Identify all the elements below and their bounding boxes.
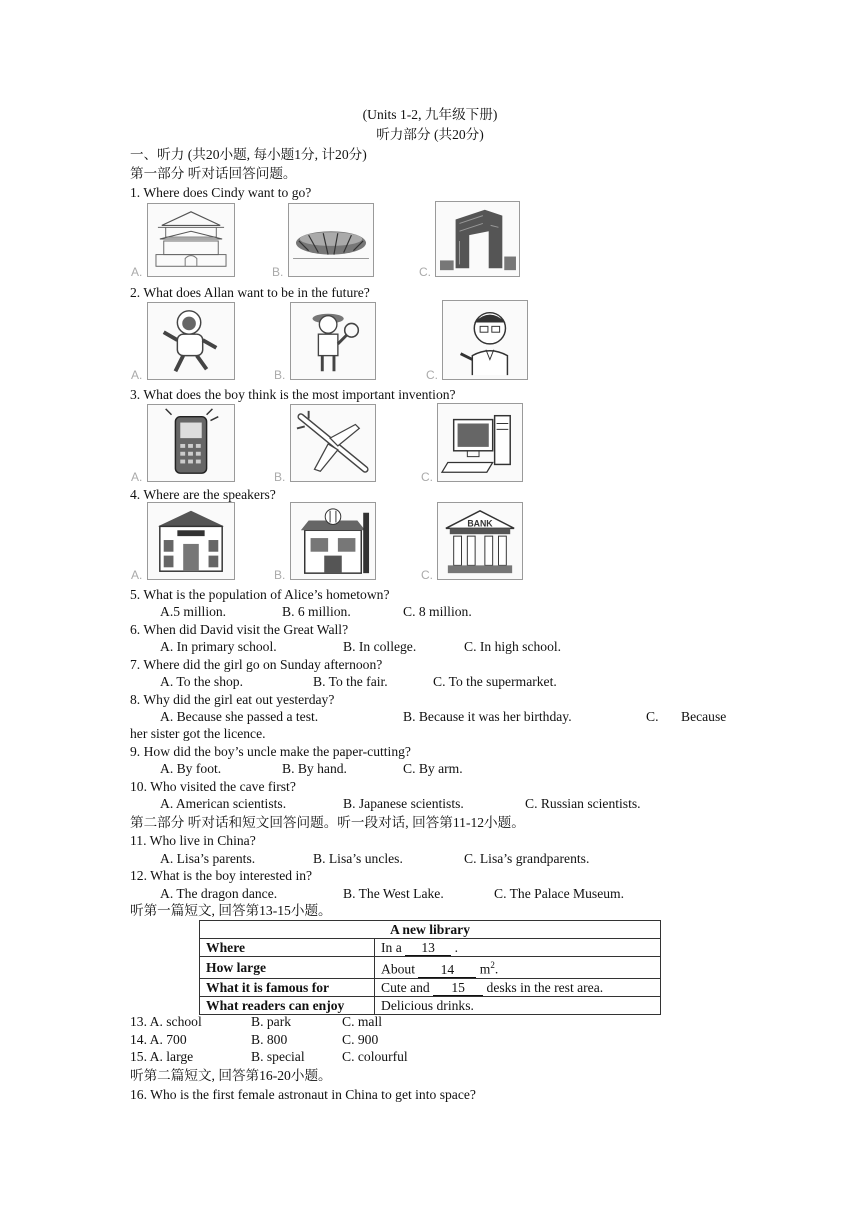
birds-nest-stadium-icon: [289, 204, 373, 276]
blank-15[interactable]: 15: [433, 981, 483, 996]
option-14b[interactable]: B. 800: [251, 1032, 288, 1047]
option-10b[interactable]: B. Japanese scientists.: [343, 796, 464, 811]
label-1c: C.: [419, 265, 431, 279]
label-1b: B.: [272, 265, 284, 279]
library-icon: [148, 503, 234, 579]
label-2b: B.: [274, 368, 286, 382]
part2-heading: 第二部分 听对话和短文回答问题。听一段对话, 回答第11-12小题。: [130, 815, 525, 830]
library-info-table: [199, 920, 661, 1015]
question-9: 9. How did the boy’s uncle make the paper-cutting?: [130, 744, 411, 759]
label-4a: A.: [131, 568, 143, 582]
row-label-famous-for: What it is famous for: [200, 978, 375, 996]
bank-icon: [438, 503, 522, 579]
question-4: 4. Where are the speakers?: [130, 487, 276, 502]
option-3c-image[interactable]: [437, 403, 523, 482]
option-7b[interactable]: B. To the fair.: [313, 674, 388, 689]
option-8c-letter[interactable]: C.: [646, 709, 659, 724]
row-label-readers-enjoy: What readers can enjoy: [200, 996, 375, 1014]
option-15c[interactable]: C. colourful: [342, 1049, 408, 1064]
row-label-where: Where: [200, 939, 375, 957]
table-row: [200, 939, 661, 957]
blank-14[interactable]: 14: [418, 963, 476, 978]
cctv-tower-icon: [436, 202, 519, 276]
option-1c-image[interactable]: [435, 201, 520, 277]
option-2b-image[interactable]: [290, 302, 376, 380]
option-7a[interactable]: A. To the shop.: [160, 674, 244, 689]
option-13a[interactable]: 13. A. school: [130, 1014, 202, 1029]
label-2c: C.: [426, 368, 438, 382]
bank-sign: BANK: [467, 518, 493, 529]
option-13b[interactable]: B. park: [251, 1014, 292, 1029]
label-4b: B.: [274, 568, 286, 582]
label-1a: A.: [131, 265, 143, 279]
option-5c[interactable]: C. 8 million.: [403, 604, 472, 619]
option-7c[interactable]: C. To the supermarket.: [433, 674, 557, 689]
computer-icon: [438, 404, 522, 481]
option-14c[interactable]: C. 900: [342, 1032, 379, 1047]
question-7: 7. Where did the girl go on Sunday afternoon?: [130, 657, 383, 672]
row-value-readers-enjoy: Delicious drinks.: [375, 996, 661, 1014]
option-15b[interactable]: B. special: [251, 1049, 305, 1064]
section-title: 听力部分 (共20分): [376, 127, 484, 142]
unit-subtitle: (Units 1-2, 九年级下册): [362, 107, 498, 122]
option-2c-image[interactable]: [442, 300, 528, 380]
row-value-famous-for: Cute and 15 desks in the rest area.: [375, 978, 661, 996]
listening-heading: 一、听力 (共20小题, 每小题1分, 计20分): [130, 147, 367, 162]
blank-13[interactable]: 13: [405, 941, 451, 956]
palace-gate-icon: [148, 204, 234, 276]
option-4a-image[interactable]: [147, 502, 235, 580]
restaurant-icon: [291, 503, 375, 579]
option-3b-image[interactable]: [290, 404, 376, 482]
option-11a[interactable]: A. Lisa’s parents.: [160, 851, 256, 866]
option-3a-image[interactable]: [147, 404, 235, 482]
table-row: [200, 957, 661, 979]
label-3c: C.: [421, 470, 433, 484]
option-13c[interactable]: C. mall: [342, 1014, 383, 1029]
option-10a[interactable]: A. American scientists.: [160, 796, 287, 811]
explorer-icon: [291, 303, 375, 379]
option-14a[interactable]: 14. A. 700: [130, 1032, 187, 1047]
label-3b: B.: [274, 470, 286, 484]
option-1a-image[interactable]: [147, 203, 235, 277]
question-11: 11. Who live in China?: [130, 833, 256, 848]
option-12a[interactable]: A. The dragon dance.: [160, 886, 278, 901]
label-4c: C.: [421, 568, 433, 582]
option-2a-image[interactable]: [147, 302, 235, 380]
row-value-where: In a 13 .: [375, 939, 661, 957]
option-4c-image[interactable]: [437, 502, 523, 580]
option-8b[interactable]: B. Because it was her birthday.: [403, 709, 572, 724]
airplane-icon: [291, 405, 375, 481]
question-1: 1. Where does Cindy want to go?: [130, 185, 312, 200]
option-11b[interactable]: B. Lisa’s uncles.: [313, 851, 403, 866]
table-title: A new library: [200, 921, 661, 939]
option-6b[interactable]: B. In college.: [343, 639, 417, 654]
question-5: 5. What is the population of Alice’s hometown?: [130, 587, 390, 602]
option-10c[interactable]: C. Russian scientists.: [525, 796, 641, 811]
option-9a[interactable]: A. By foot.: [160, 761, 222, 776]
mobile-phone-icon: [148, 405, 234, 481]
question-6: 6. When did David visit the Great Wall?: [130, 622, 349, 637]
option-8c-text[interactable]: Because: [681, 709, 727, 724]
question-2: 2. What does Allan want to be in the future?: [130, 285, 370, 300]
option-5a[interactable]: A.5 million.: [160, 604, 227, 619]
question-12: 12. What is the boy interested in?: [130, 868, 313, 883]
row-value-how-large: About 14 $m^2$.: [375, 957, 661, 979]
option-8a[interactable]: A. Because she passed a test.: [160, 709, 319, 724]
passage2-intro: 听第二篇短文, 回答第16-20小题。: [130, 1068, 332, 1083]
astronaut-icon: [148, 303, 234, 379]
passage1-intro: 听第一篇短文, 回答第13-15小题。: [130, 903, 332, 918]
option-8c-wrap: her sister got the licence.: [130, 726, 266, 741]
question-8: 8. Why did the girl eat out yesterday?: [130, 692, 335, 707]
option-4b-image[interactable]: [290, 502, 376, 580]
question-10: 10. Who visited the cave first?: [130, 779, 296, 794]
table-row: [200, 996, 661, 1014]
doctor-icon: [443, 301, 527, 379]
label-3a: A.: [131, 470, 143, 484]
option-12c[interactable]: C. The Palace Museum.: [494, 886, 624, 901]
table-row: [200, 978, 661, 996]
option-5b[interactable]: B. 6 million.: [282, 604, 351, 619]
option-6c[interactable]: C. In high school.: [464, 639, 562, 654]
label-2a: A.: [131, 368, 143, 382]
option-9b[interactable]: B. By hand.: [282, 761, 347, 776]
option-1b-image[interactable]: [288, 203, 374, 277]
question-3: 3. What does the boy think is the most important invention?: [130, 387, 456, 402]
option-6a[interactable]: A. In primary school.: [160, 639, 277, 654]
row-label-how-large: How large: [200, 957, 375, 979]
option-12b[interactable]: B. The West Lake.: [343, 886, 444, 901]
option-15a[interactable]: 15. A. large: [130, 1049, 194, 1064]
option-9c[interactable]: C. By arm.: [403, 761, 463, 776]
part1-heading: 第一部分 听对话回答问题。: [130, 166, 297, 181]
question-16: 16. Who is the first female astronaut in China to get into space?: [130, 1087, 476, 1102]
option-11c[interactable]: C. Lisa’s grandparents.: [464, 851, 590, 866]
